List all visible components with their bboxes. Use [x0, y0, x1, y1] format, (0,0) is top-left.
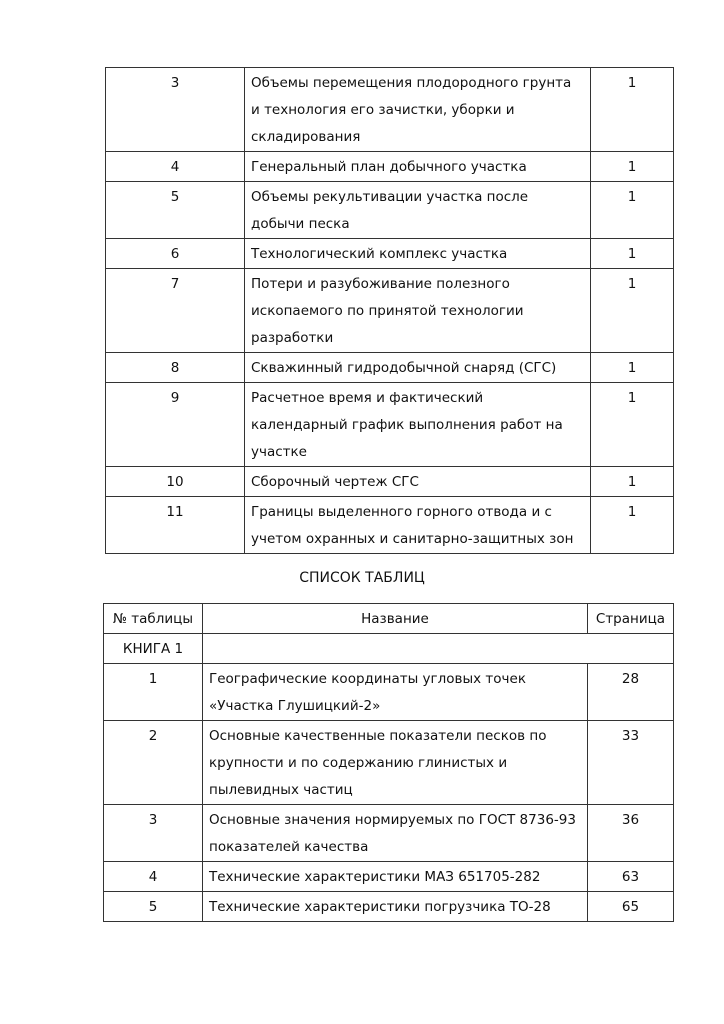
table-row: [106, 239, 674, 269]
cell-num: 7: [106, 269, 245, 353]
cell-name: Основные качественные показатели песков по крупности и по содержанию глинистых и пылевидных частиц: [203, 721, 588, 805]
table-row: [106, 68, 674, 152]
header-page: Страница: [588, 604, 674, 634]
drawings-table-body: [106, 68, 674, 554]
table-row: [106, 152, 674, 182]
tables-list-header-row: [104, 604, 674, 634]
cell-name: Скважинный гидродобычной снаряд (СГС): [245, 353, 591, 383]
cell-num: 4: [106, 152, 245, 182]
table-row: [106, 467, 674, 497]
cell-page: 33: [588, 721, 674, 805]
cell-name: Генеральный план добычного участка: [245, 152, 591, 182]
table-row: [106, 353, 674, 383]
cell-name: Технологический комплекс участка: [245, 239, 591, 269]
table-row: [106, 497, 674, 554]
cell-name: Границы выделенного горного отвода и с учетом охранных и санитарно-защитных зон: [245, 497, 591, 554]
cell-name: Объемы рекультивации участка после добычи песка: [245, 182, 591, 239]
table-row: [106, 383, 674, 467]
table-row: [104, 721, 674, 805]
book-empty-cell: [203, 634, 674, 664]
tables-list-heading: СПИСОК ТАБЛИЦ: [299, 570, 425, 586]
cell-name: Технические характеристики погрузчика ТО-28: [203, 892, 588, 922]
cell-name: Основные значения нормируемых по ГОСТ 8736-93 показателей качества: [203, 805, 588, 862]
cell-page: 36: [588, 805, 674, 862]
table-row: [104, 892, 674, 922]
cell-num: 6: [106, 239, 245, 269]
tables-list-body: [104, 664, 674, 922]
cell-name: Потери и разубоживание полезного ископаемого по принятой технологии разработки: [245, 269, 591, 353]
table-row: [104, 805, 674, 862]
table-row: [106, 269, 674, 353]
tables-list-table: [103, 603, 674, 922]
cell-count: 1: [591, 353, 674, 383]
cell-num: 1: [104, 664, 203, 721]
cell-num: 3: [104, 805, 203, 862]
header-num: № таблицы: [104, 604, 203, 634]
table-row: [104, 664, 674, 721]
cell-num: 2: [104, 721, 203, 805]
cell-name: Технические характеристики МАЗ 651705-282: [203, 862, 588, 892]
table-row: [106, 182, 674, 239]
cell-page: 65: [588, 892, 674, 922]
cell-num: 10: [106, 467, 245, 497]
cell-num: 5: [104, 892, 203, 922]
cell-page: 28: [588, 664, 674, 721]
header-name: Название: [203, 604, 588, 634]
book-row: [104, 634, 674, 664]
cell-name: Объемы перемещения плодородного грунта и технология его зачистки, уборки и складирования: [245, 68, 591, 152]
cell-num: 8: [106, 353, 245, 383]
cell-count: 1: [591, 68, 674, 152]
cell-num: 11: [106, 497, 245, 554]
cell-num: 4: [104, 862, 203, 892]
cell-name: Сборочный чертеж СГС: [245, 467, 591, 497]
cell-count: 1: [591, 269, 674, 353]
cell-count: 1: [591, 467, 674, 497]
cell-name: Расчетное время и фактический календарный график выполнения работ на участке: [245, 383, 591, 467]
cell-num: 5: [106, 182, 245, 239]
cell-count: 1: [591, 239, 674, 269]
cell-count: 1: [591, 497, 674, 554]
cell-count: 1: [591, 383, 674, 467]
book-label: КНИГА 1: [104, 634, 203, 664]
cell-name: Географические координаты угловых точек «Участка Глушицкий-2»: [203, 664, 588, 721]
cell-count: 1: [591, 152, 674, 182]
cell-num: 3: [106, 68, 245, 152]
cell-num: 9: [106, 383, 245, 467]
drawings-table: [105, 67, 674, 554]
cell-count: 1: [591, 182, 674, 239]
cell-page: 63: [588, 862, 674, 892]
table-row: [104, 862, 674, 892]
